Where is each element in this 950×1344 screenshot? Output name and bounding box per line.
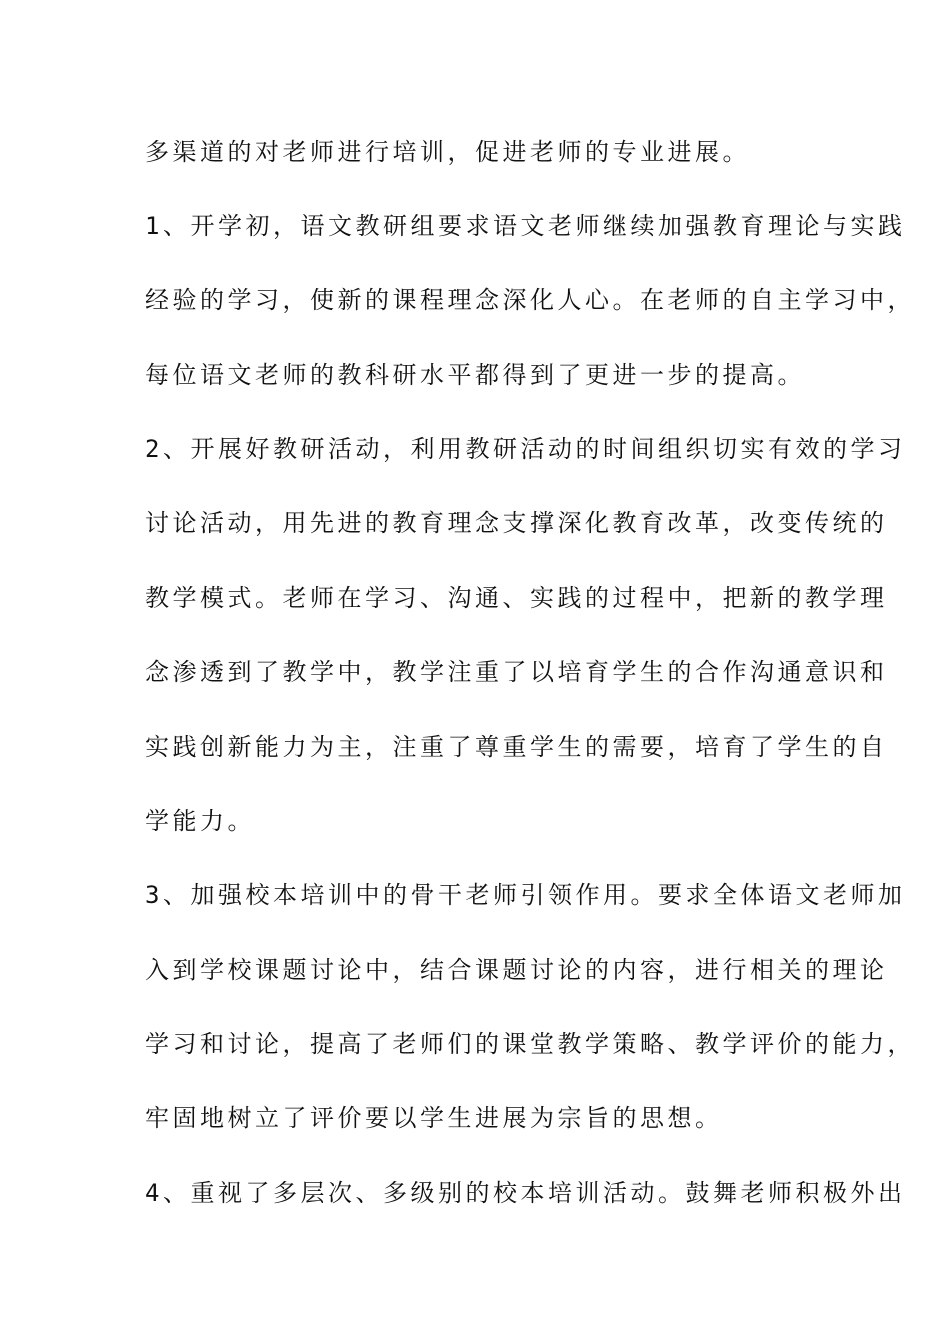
text-line: 念渗透到了教学中，教学注重了以培育学生的合作沟通意识和 <box>145 658 888 686</box>
text-line: 1、开学初，语文教研组要求语文老师继续加强教育理论与实践 <box>145 212 906 240</box>
text-line: 经验的学习，使新的课程理念深化人心。在老师的自主学习中， <box>145 286 915 314</box>
text-line: 讨论活动，用先进的教育理念支撑深化教育改革，改变传统的 <box>145 509 888 537</box>
text-line: 每位语文老师的教科研水平都得到了更进一步的提高。 <box>145 361 805 389</box>
text-line: 3、加强校本培训中的骨干老师引领作用。要求全体语文老师加 <box>145 881 906 909</box>
text-line: 实践创新能力为主，注重了尊重学生的需要，培育了学生的自 <box>145 733 888 761</box>
text-line: 2、开展好教研活动，利用教研活动的时间组织切实有效的学习 <box>145 435 906 463</box>
text-line: 学习和讨论，提高了老师们的课堂教学策略、教学评价的能力， <box>145 1030 915 1058</box>
text-line: 入到学校课题讨论中，结合课题讨论的内容，进行相关的理论 <box>145 956 888 984</box>
text-line: 教学模式。老师在学习、沟通、实践的过程中，把新的教学理 <box>145 584 888 612</box>
text-line: 4、重视了多层次、多级别的校本培训活动。鼓舞老师积极外出 <box>145 1179 906 1207</box>
text-line: 多渠道的对老师进行培训，促进老师的专业进展。 <box>145 138 750 166</box>
text-line: 学能力。 <box>145 807 255 835</box>
text-line: 牢固地树立了评价要以学生进展为宗旨的思想。 <box>145 1104 723 1132</box>
